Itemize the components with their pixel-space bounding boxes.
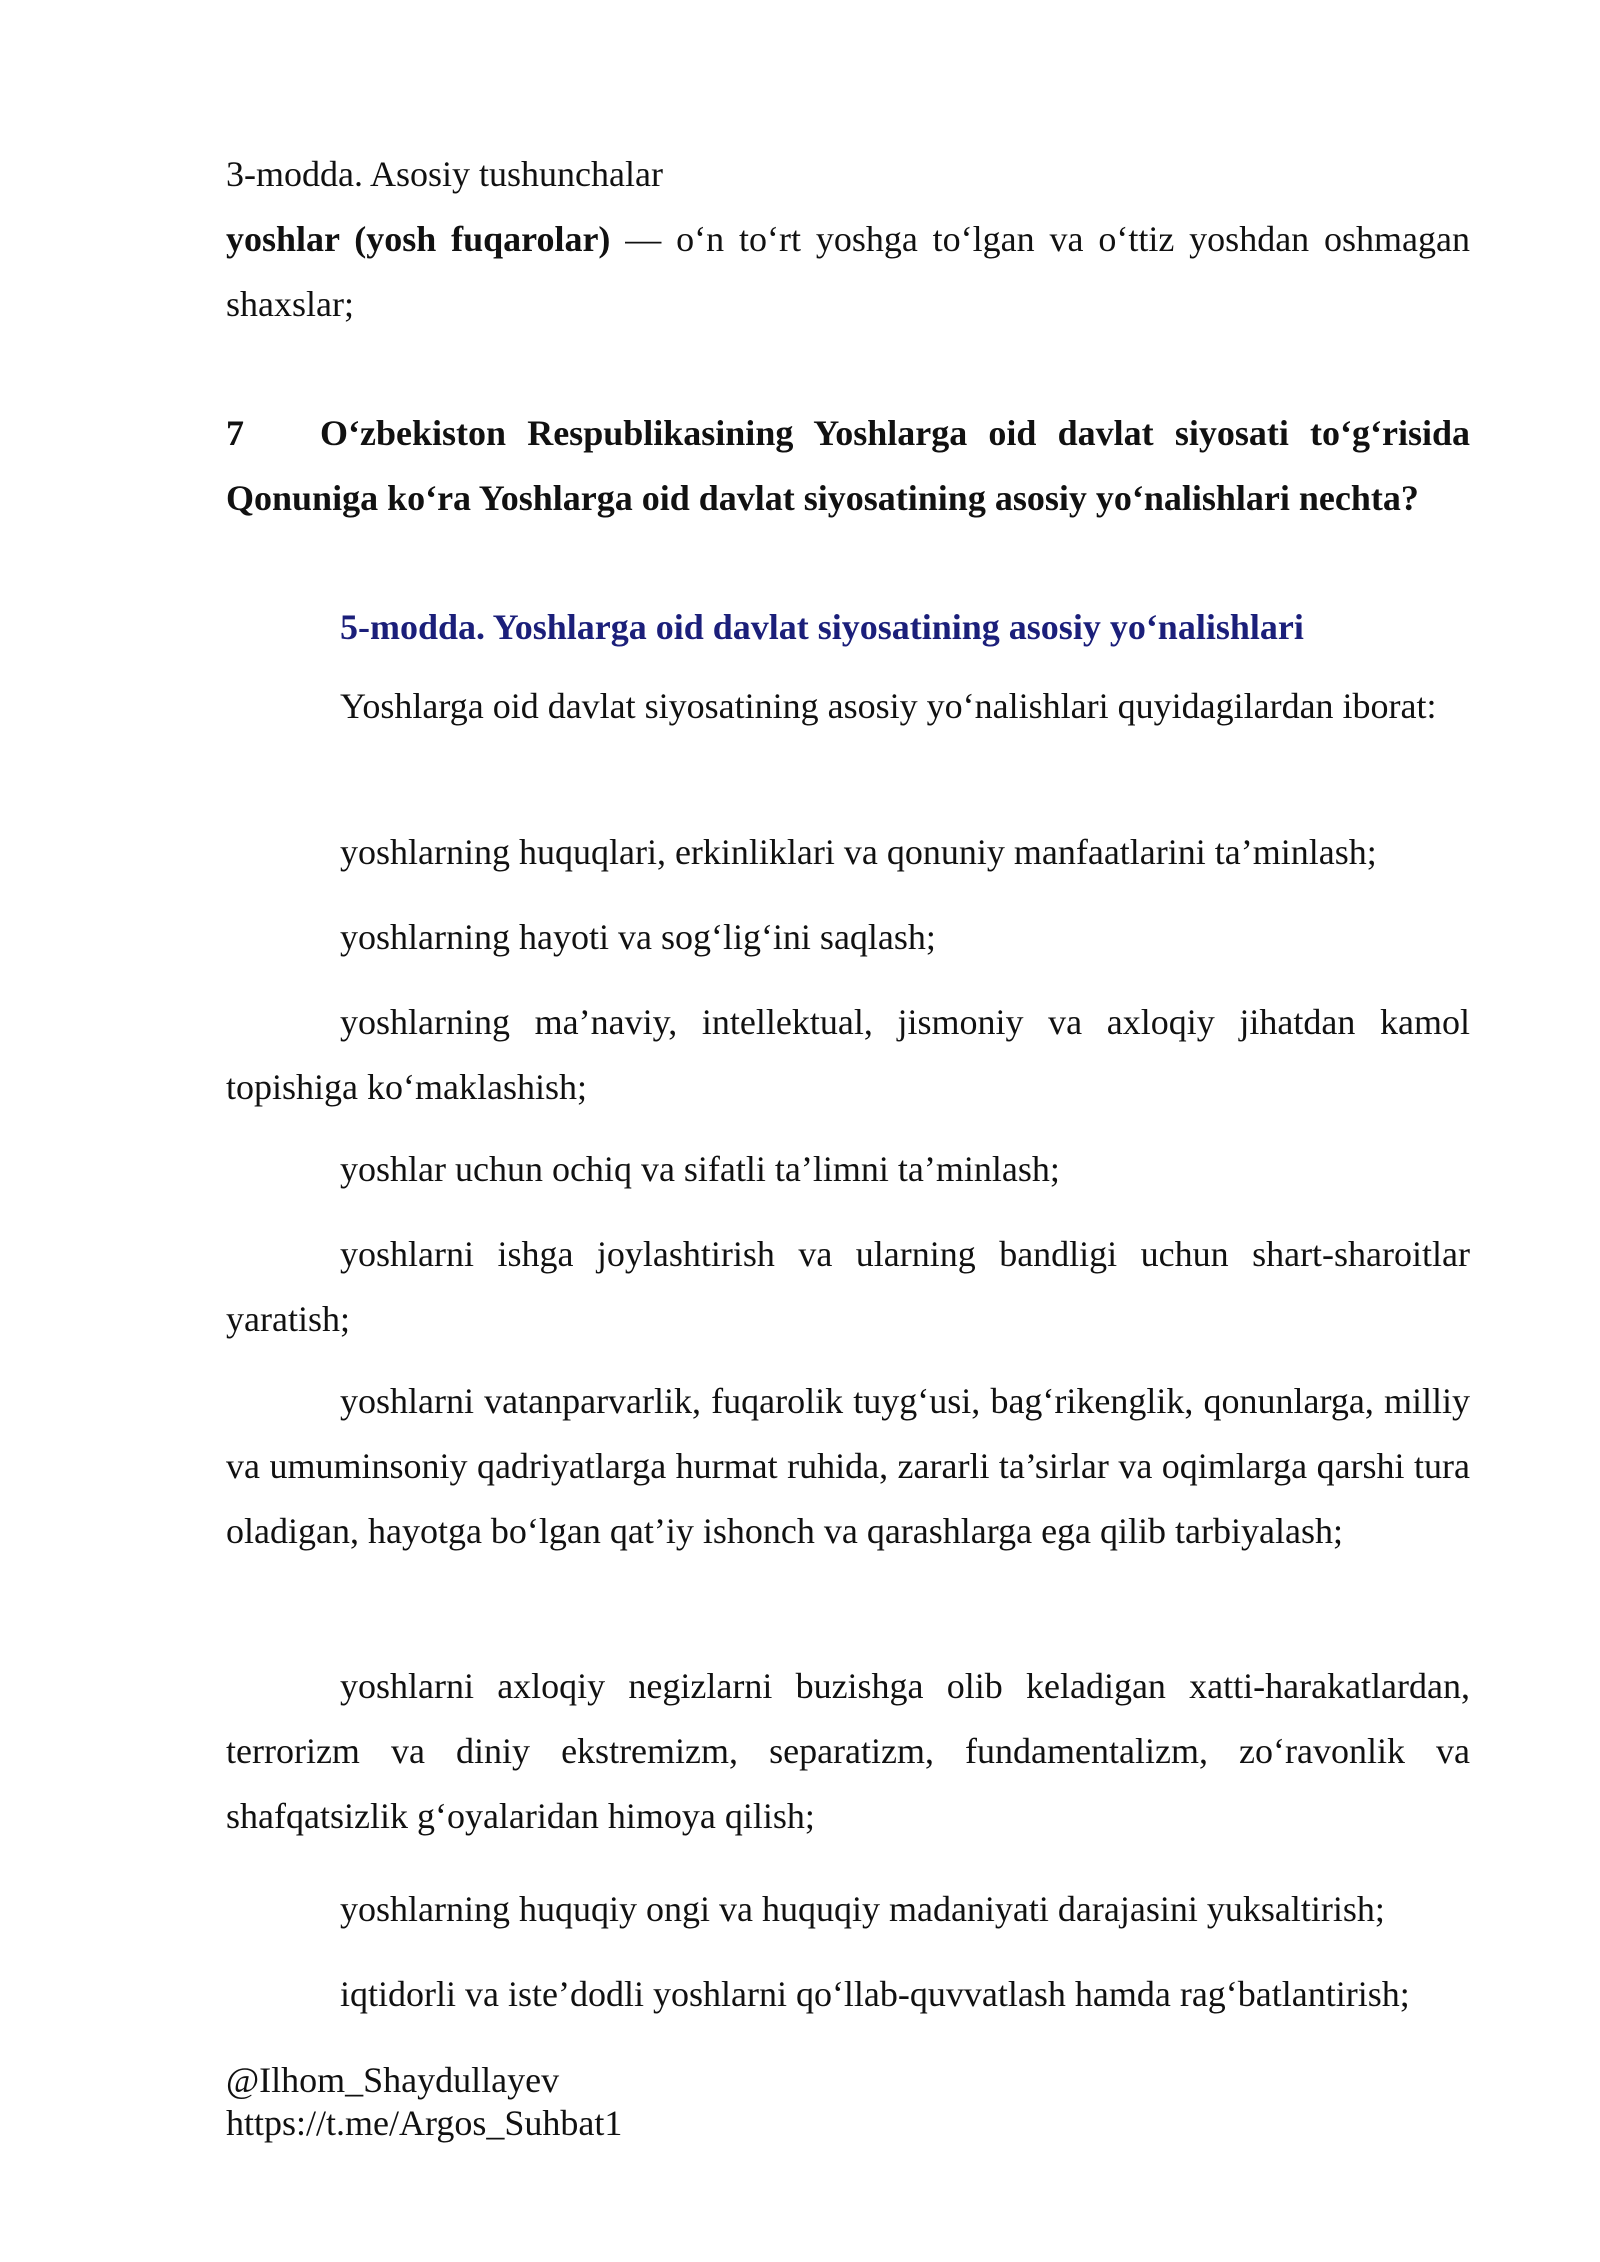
footer-author: @Ilhom_Shaydullayev: [226, 2060, 560, 2100]
question-block: [226, 401, 1470, 531]
question-text: O‘zbekiston Respublikasining Yoshlarga oid davlat siyosati to‘g‘risida Qonuniga ko‘ra Yoshlarga oid davlat siyosatining asosiy yo‘nalishlari nechta?: [226, 413, 1470, 518]
list-item: yoshlarning ma’naviy, intellektual, jismoniy va axloqiy jihatdan kamol topishiga ko‘maklashish;: [226, 1002, 1470, 1107]
list-item: yoshlarning hayoti va sog‘lig‘ini saqlash;: [340, 917, 936, 957]
list-item: yoshlarni ishga joylashtirish va ularning bandligi uchun shart-sharoitlar yaratish;: [226, 1234, 1470, 1339]
article-5-title: 5-modda. Yoshlarga oid davlat siyosatining asosiy yo‘nalishlari: [340, 607, 1304, 647]
page-footer: [226, 2059, 622, 2145]
list-item: yoshlarni axloqiy negizlarni buzishga olib keladigan xatti-harakatlardan, terrorizm va diniy ekstremizm, separatizm, fundamentalizm, zo‘ravonlik va shafqatsizlik g‘oyalaridan himoya qilish;: [226, 1666, 1470, 1836]
defined-term: yoshlar (yosh fuqarolar): [226, 219, 611, 259]
footer-link[interactable]: https://t.me/Argos_Suhbat1: [226, 2103, 623, 2143]
list-item: yoshlarning huquqiy ongi va huquqiy madaniyati darajasini yuksaltirish;: [340, 1889, 1385, 1929]
list-item: yoshlarni vatanparvarlik, fuqarolik tuyg‘usi, bag‘rikenglik, qonunlarga, milliy va umuminsoniy qadriyatlarga hurmat ruhida, zararli ta’sirlar va oqimlarga qarshi tura oladigan, hayotga bo‘lgan qat’iy ishonch va qarashlarga ega qilib tarbiyalash;: [226, 1381, 1470, 1551]
list-item: iqtidorli va iste’dodli yoshlarni qo‘llab-quvvatlash hamda rag‘batlantirish;: [340, 1974, 1410, 2014]
definition-paragraph: [226, 207, 1470, 337]
list-item: yoshlarning huquqlari, erkinliklari va qonuniy manfaatlarini ta’minlash;: [340, 832, 1377, 872]
question-number: 7: [226, 413, 244, 453]
definition-text: — o‘n to‘rt yoshga to‘lgan va o‘ttiz yoshdan oshmagan shaxslar;: [226, 219, 1470, 324]
article-lead: Yoshlarga oid davlat siyosatining asosiy yo‘nalishlari quyidagilardan iborat:: [340, 686, 1437, 726]
list-item: yoshlar uchun ochiq va sifatli ta’limni ta’minlash;: [340, 1149, 1060, 1189]
article-3-heading: 3-modda. Asosiy tushunchalar: [226, 154, 663, 194]
